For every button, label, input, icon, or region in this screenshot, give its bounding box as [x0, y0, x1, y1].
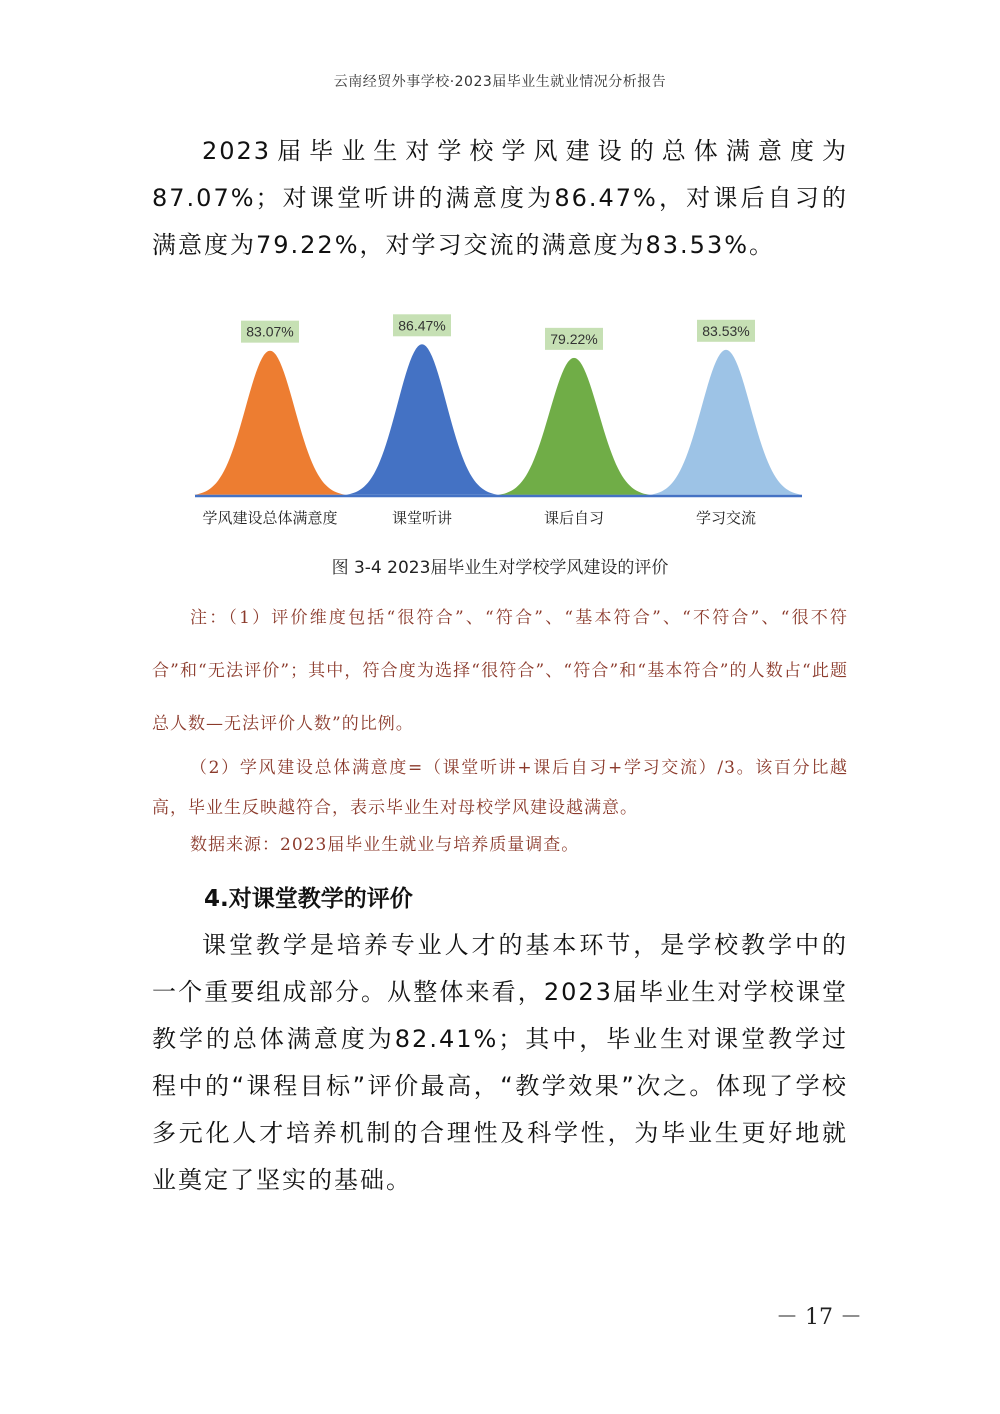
note-1: 注：（1）评价维度包括“很符合”、“符合”、“基本符合”、“不符合”、“很不符合”和“无法评价”；其中，符合度为选择“很符合”、“符合”和“基本符合”的人数占“此题总人数—无法评价人数”的比例。 — [152, 608, 848, 734]
page-header: 云南经贸外事学校·2023届毕业生就业情况分析报告 — [333, 74, 667, 90]
section-title: 4.对课堂教学的评价 — [204, 886, 413, 912]
chart-data-label-2: 86.47% — [398, 317, 446, 334]
page-number: － 17 － — [776, 1305, 862, 1330]
satisfaction-chart — [150, 300, 850, 540]
chart-area-2 — [346, 344, 498, 495]
figure-caption: 图 3-4 2023届毕业生对学校学风建设的评价 — [331, 558, 669, 578]
chart-category-label-4: 学习交流 — [695, 509, 757, 527]
intro-paragraph: 2023届毕业生对学校学风建设的总体满意度为87.07%；对课堂听讲的满意度为86.47%，对课后自习的满意度为79.22%，对学习交流的满意度为83.53%。 — [152, 137, 848, 259]
chart-data-label-4: 83.53% — [702, 322, 750, 339]
body-paragraph: 课堂教学是培养专业人才的基本环节，是学校教学中的一个重要组成部分。从整体来看，2023届毕业生对学校课堂教学的总体满意度为82.41%；其中，毕业生对课堂教学过程中的“课程目标”评价最高，“教学效果”次之。体现了学校多元化人才培养机制的合理性及科学性，为毕业生更好地就业奠定了坚实的基础。 — [152, 931, 848, 1194]
chart-category-label-1: 学风建设总体满意度 — [202, 509, 338, 527]
data-source: 数据来源：2023届毕业生就业与培养质量调查。 — [190, 835, 580, 855]
chart-data-label-1: 83.07% — [246, 323, 294, 340]
chart-area-1 — [194, 351, 346, 495]
chart-area-4 — [650, 350, 802, 495]
chart-category-label-3: 课后自习 — [543, 509, 605, 527]
chart-svg — [150, 300, 850, 540]
chart-category-label-2: 课堂听讲 — [391, 509, 453, 527]
note-2: （2）学风建设总体满意度=（课堂听讲+课后自习+学习交流）/3。该百分比越高，毕业生反映越符合，表示毕业生对母校学风建设越满意。 — [152, 758, 848, 818]
chart-area-3 — [498, 358, 650, 495]
chart-data-label-3: 79.22% — [550, 330, 598, 347]
